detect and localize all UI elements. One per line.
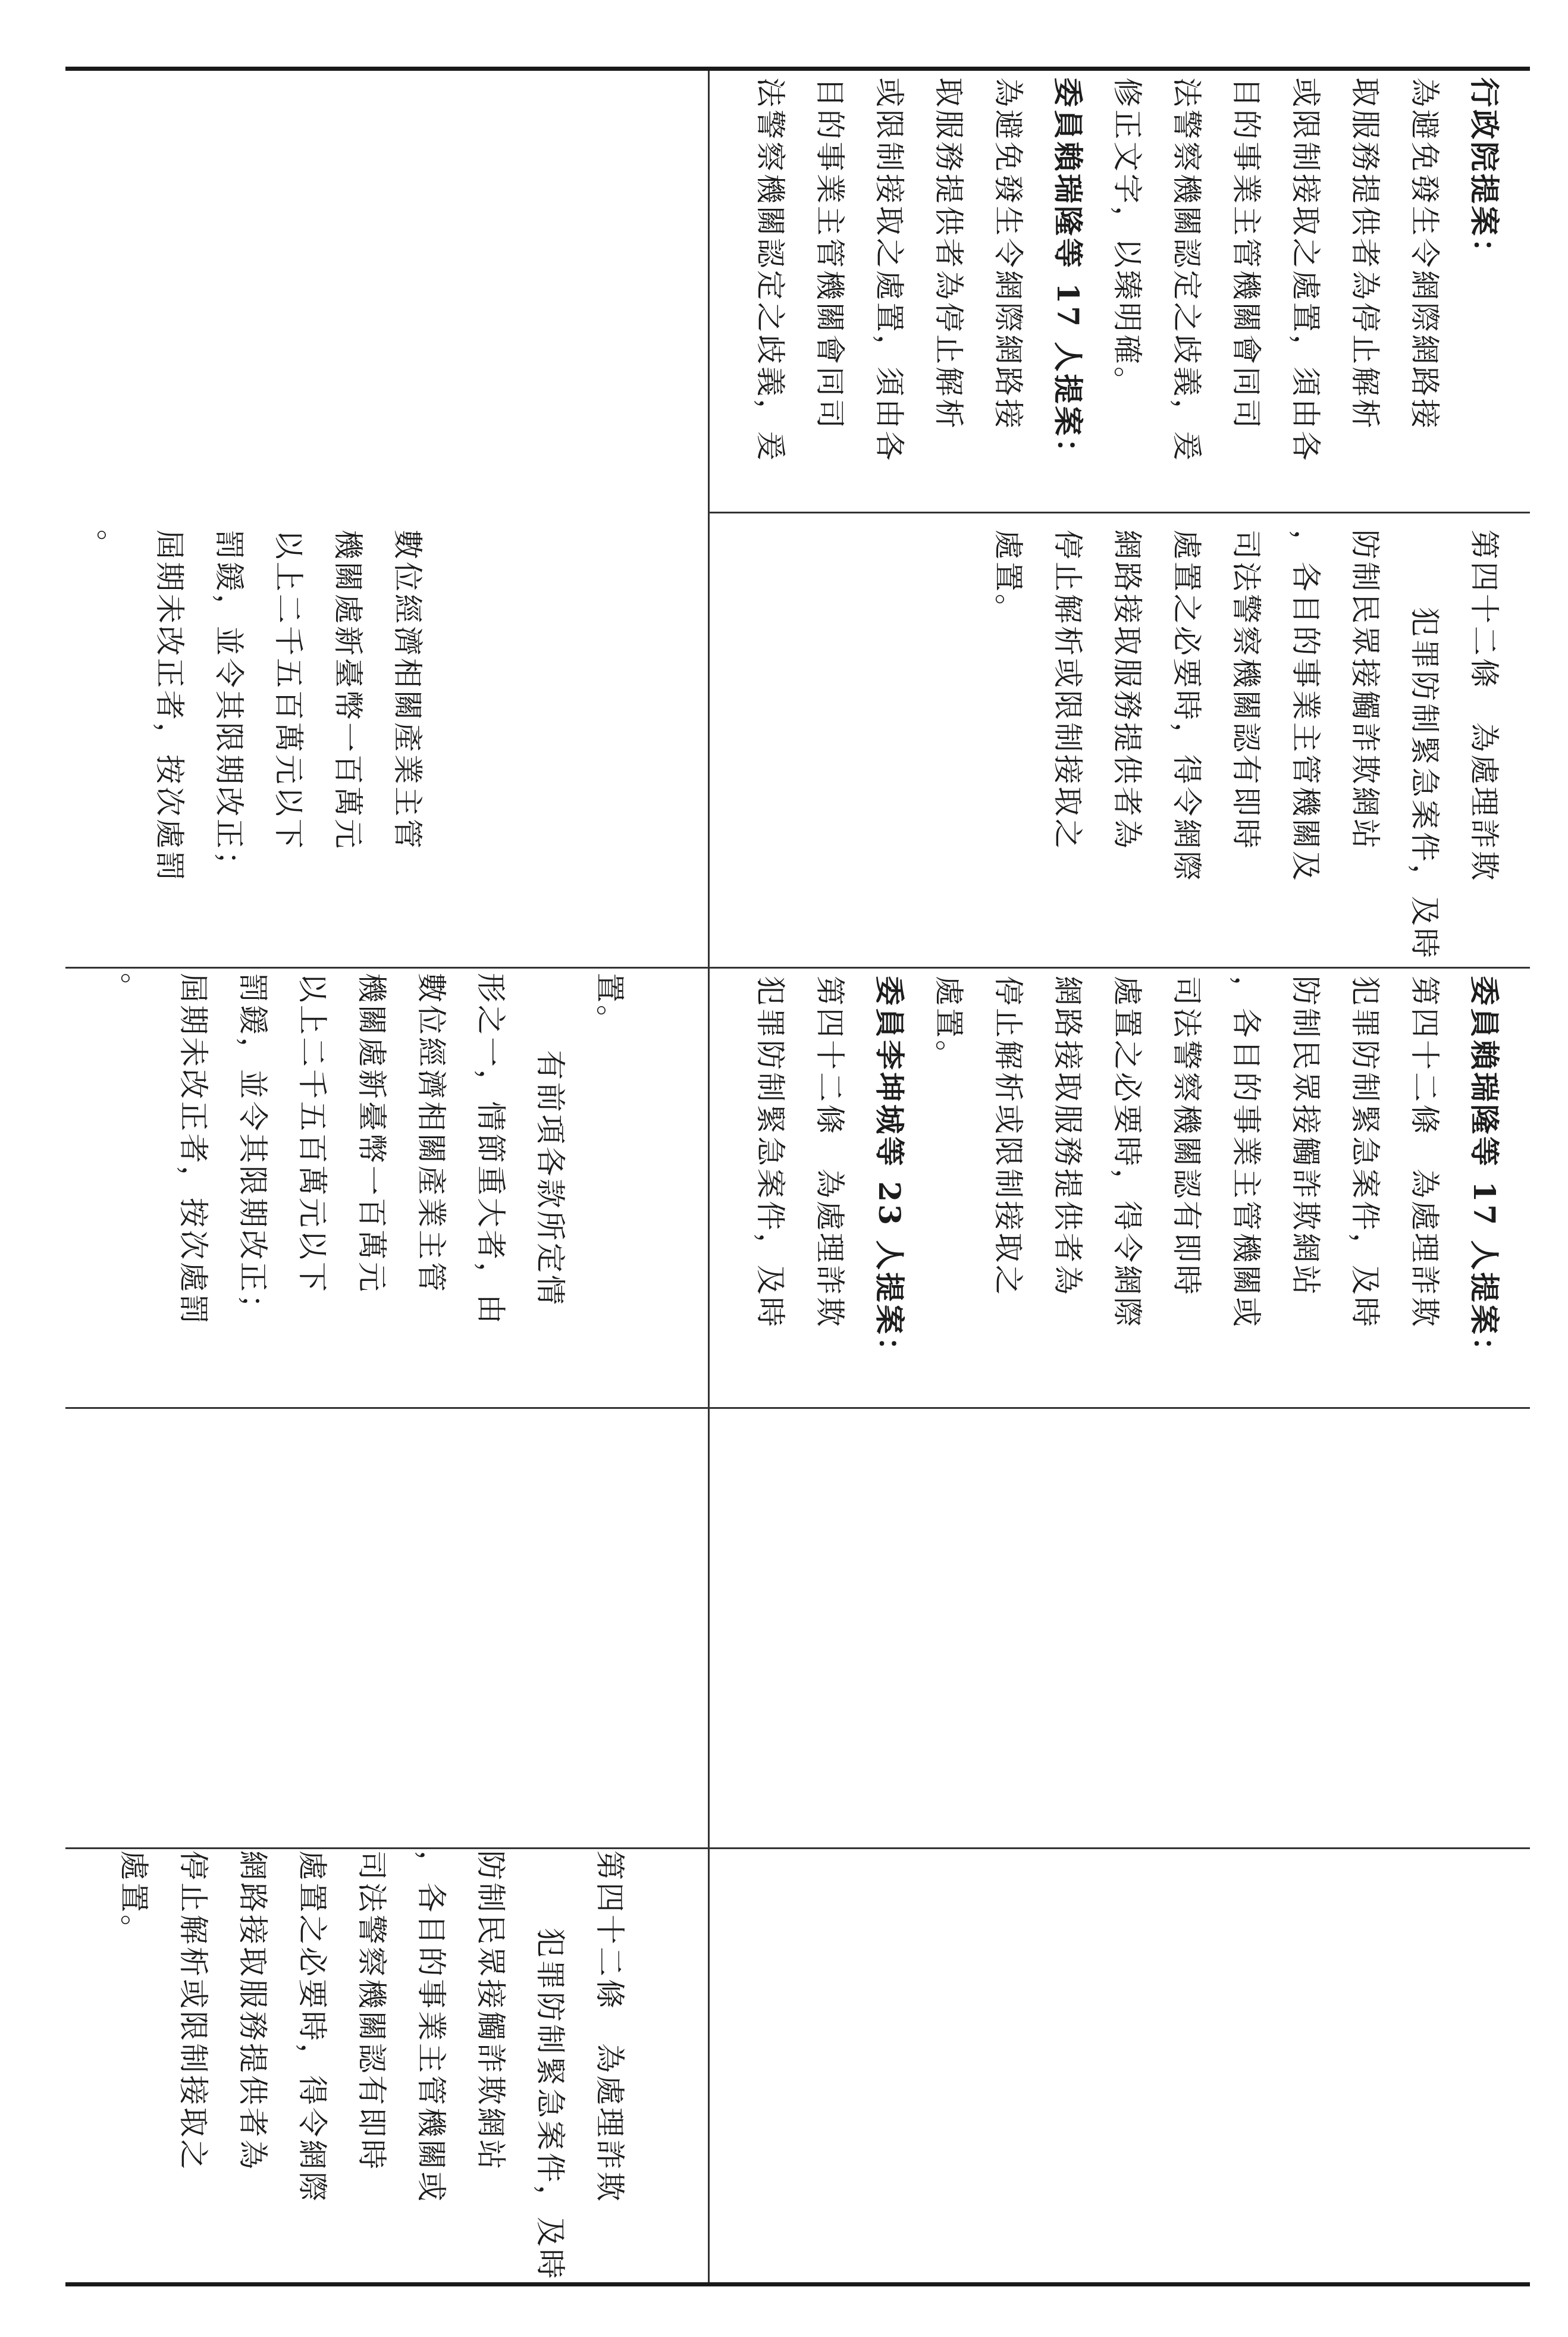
text-line: 處置之必要時，得令網際: [1110, 976, 1144, 1329]
text-line: 停止解析或限制接取之: [991, 976, 1026, 1297]
text-line: ，各目的事業主管機關或: [414, 1850, 449, 2204]
text-line: 第四十二條 為處理詐欺: [1467, 530, 1501, 883]
text-line: 形之一，情節重大者，由: [473, 973, 508, 1326]
text-line: 網路接取服務提供者為: [1110, 530, 1144, 851]
text-line: 以上二千五百萬元以下: [295, 973, 330, 1294]
section-divider-2: [65, 967, 1530, 969]
text-line: ，各目的事業主管機關或: [1229, 976, 1263, 1329]
text-line: 屆期未改正者，按次處罰: [176, 973, 211, 1326]
text-line: 機關處新臺幣一百萬元: [331, 530, 365, 851]
section-divider-4: [65, 1847, 1530, 1849]
text-line: 罰鍰，並令其限期改正；: [212, 530, 246, 883]
text-line: 有前項各款所定情: [533, 1050, 567, 1307]
text-line: 司法警察機關認有即時: [1169, 976, 1204, 1297]
text-line: 第四十二條 為處理詐欺: [813, 976, 847, 1329]
text-line: 取服務提供者為停止解析: [1348, 77, 1382, 431]
text-line: 目的事業主管機關會同司: [813, 77, 847, 431]
left-section-4: [80, 530, 437, 958]
text-line: 犯罪防制緊急案件，及時: [1348, 976, 1382, 1329]
text-line: 。: [93, 530, 127, 562]
text-line: 機關處新臺幣一百萬元: [355, 973, 389, 1294]
top-rule: [65, 67, 1530, 71]
text-line: 法警察機關認定之歧義，爰: [753, 77, 788, 463]
text-line: 屆期未改正者，按次處罰: [152, 530, 187, 883]
text-line: 為避免發生令網際網路接: [1407, 77, 1442, 431]
left-section-3: [104, 973, 639, 1407]
text-line: 處置之必要時，得令網際: [295, 1850, 330, 2204]
text-line: 或限制接取之處置，須由各: [1288, 77, 1323, 463]
text-line: 處置之必要時，得令網際: [1169, 530, 1204, 883]
right-section-2: [741, 976, 1514, 1404]
text-line: 或限制接取之處置，須由各: [872, 77, 907, 463]
text-line: 司法警察機關認有即時: [355, 1850, 389, 2172]
text-line: 停止解析或限制接取之: [1050, 530, 1085, 851]
text-line: 法警察機關認定之歧義，爰: [1169, 77, 1204, 463]
proposal-heading: 委員李坤城等 23 人提案：: [872, 976, 907, 1369]
text-line: ，各目的事業主管機關及: [1288, 530, 1323, 883]
text-line: 罰鍰，並令其限期改正；: [236, 973, 270, 1326]
proposal-heading: 委員賴瑞隆等 17 人提案：: [1467, 976, 1502, 1369]
text-line: 。: [117, 973, 151, 1005]
left-section-1: [104, 1850, 639, 2279]
text-line: 防制民眾接觸詐欺網站: [473, 1850, 508, 2172]
section-divider-3: [65, 1407, 1530, 1409]
section-divider-1: [708, 512, 1530, 513]
text-line: 犯罪防制緊急案件，及時: [533, 1928, 567, 2281]
text-line: 防制民眾接觸詐欺網站: [1288, 976, 1323, 1297]
text-line: 數位經濟相關產業主管: [414, 973, 449, 1294]
text-line: 司法警察機關認有即時: [1229, 530, 1263, 851]
text-line: 處置。: [117, 1850, 151, 1947]
text-line: 以上二千五百萬元以下: [271, 530, 306, 851]
proposal-heading: 行政院提案：: [1467, 77, 1502, 270]
text-line: 第四十二條 為處理詐欺: [1407, 976, 1442, 1329]
text-line: 犯罪防制緊急案件，及時: [1407, 607, 1442, 960]
text-line: 目的事業主管機關會同司: [1229, 77, 1263, 431]
proposal-heading: 委員賴瑞隆等 17 人提案：: [1050, 77, 1086, 471]
text-line: 數位經濟相關產業主管: [390, 530, 425, 851]
text-line: 防制民眾接觸詐欺網站: [1348, 530, 1382, 851]
text-line: 犯罪防制緊急案件，及時: [753, 976, 788, 1329]
text-line: 修正文字，以臻明確。: [1110, 77, 1144, 399]
bottom-rule: [65, 2282, 1530, 2286]
text-line: 處置。: [932, 976, 966, 1072]
text-line: 第四十二條 為處理詐欺: [592, 1850, 627, 2204]
right-section-3: [979, 530, 1514, 958]
text-line: 置。: [592, 973, 627, 1037]
column-divider: [708, 71, 710, 2282]
text-line: 處置。: [991, 530, 1026, 626]
text-line: 為避免發生令網際網路接: [991, 77, 1026, 431]
text-line: 取服務提供者為停止解析: [932, 77, 966, 431]
text-line: 網路接取服務提供者為: [1050, 976, 1085, 1297]
right-section-4: [741, 77, 1514, 506]
text-line: 停止解析或限制接取之: [176, 1850, 211, 2172]
text-line: 網路接取服務提供者為: [236, 1850, 270, 2172]
